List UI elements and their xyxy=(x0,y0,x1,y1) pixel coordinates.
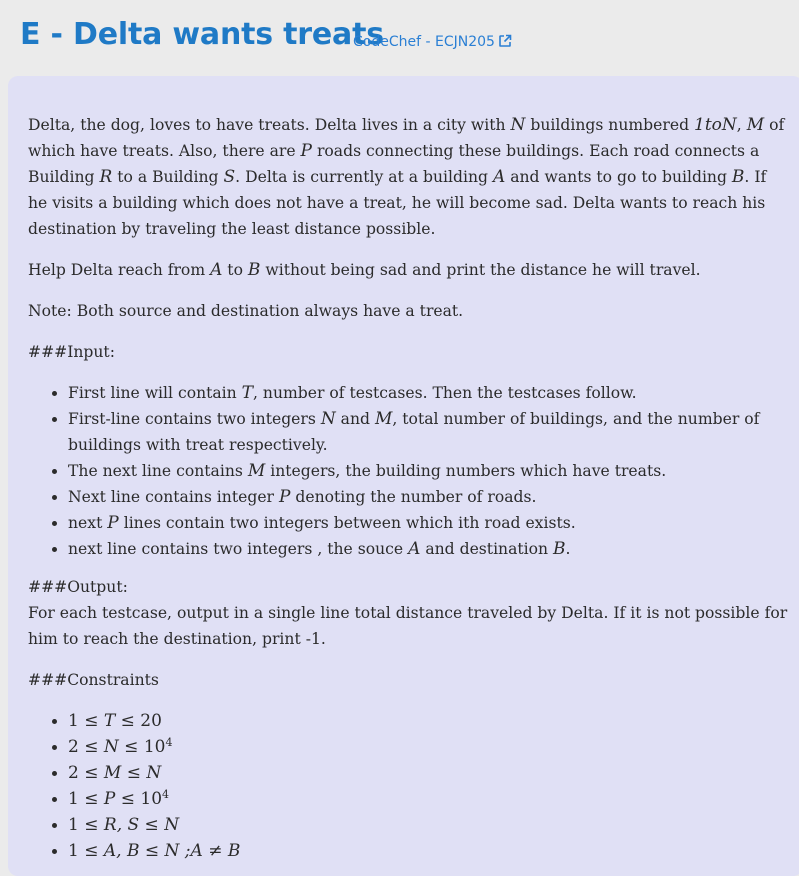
output-text: For each testcase, output in a single line total distance traveled by Delta. If it is not possible for him to reach the destination, print -1. xyxy=(28,604,788,648)
list-item: • next P lines contain two integers between which ith road exists. xyxy=(68,510,789,536)
list-item: • $1 \le P \le 10^4$ xyxy=(68,786,789,812)
input-list xyxy=(28,380,789,562)
list-item: • $2 \le N \le 10^4$ xyxy=(68,734,789,760)
source-link-label: CodeChef - ECJN205 xyxy=(353,34,495,50)
external-link-icon xyxy=(498,34,512,52)
constraints-list xyxy=(28,708,789,864)
list-item: • 2 ≤ M ≤ N xyxy=(68,760,789,786)
statement-paragraph-1: Delta, the dog, loves to have treats. Delta lives in a city with N buildings numbered 1toN, M of which have treats. Also, there are P roads connecting these buildings. Each road connects a Building R to a Building S. Delta is currently at a building A and wants to go to building B. If he visits a building which does not have a treat, he will become sad. Delta wants to reach his destination by traveling the least distance possible. xyxy=(28,115,785,238)
output-section xyxy=(28,574,789,652)
list-item: • First line will contain T, number of testcases. Then the testcases follow. xyxy=(68,380,789,406)
problem-title: E - Delta wants treats xyxy=(20,17,384,52)
list-item: • The next line contains M integers, the building numbers which have treats. xyxy=(68,458,789,484)
problem-statement-panel xyxy=(8,76,799,876)
statement-note: Note: Both source and destination always have a treat. xyxy=(28,302,464,320)
list-item: • next line contains two integers , the souce A and destination B. xyxy=(68,536,789,562)
output-heading: ###Output: xyxy=(28,578,128,596)
list-item: • 1 ≤ A, B ≤ N ;A ≠ B xyxy=(68,838,789,864)
constraints-heading: ###Constraints xyxy=(28,671,159,689)
list-item: • 1 ≤ T ≤ 20 xyxy=(68,708,789,734)
list-item: • 1 ≤ R, S ≤ N xyxy=(68,812,789,838)
source-link[interactable] xyxy=(353,34,512,52)
list-item: • Next line contains integer P denoting the number of roads. xyxy=(68,484,789,510)
list-item: • First-line contains two integers N and M, total number of buildings, and the number of buildings with treat respectively. xyxy=(68,406,789,458)
input-heading: ###Input: xyxy=(28,343,115,361)
statement-paragraph-2: Help Delta reach from A to B without being sad and print the distance he will travel. xyxy=(28,260,701,280)
problem-header xyxy=(0,0,799,76)
